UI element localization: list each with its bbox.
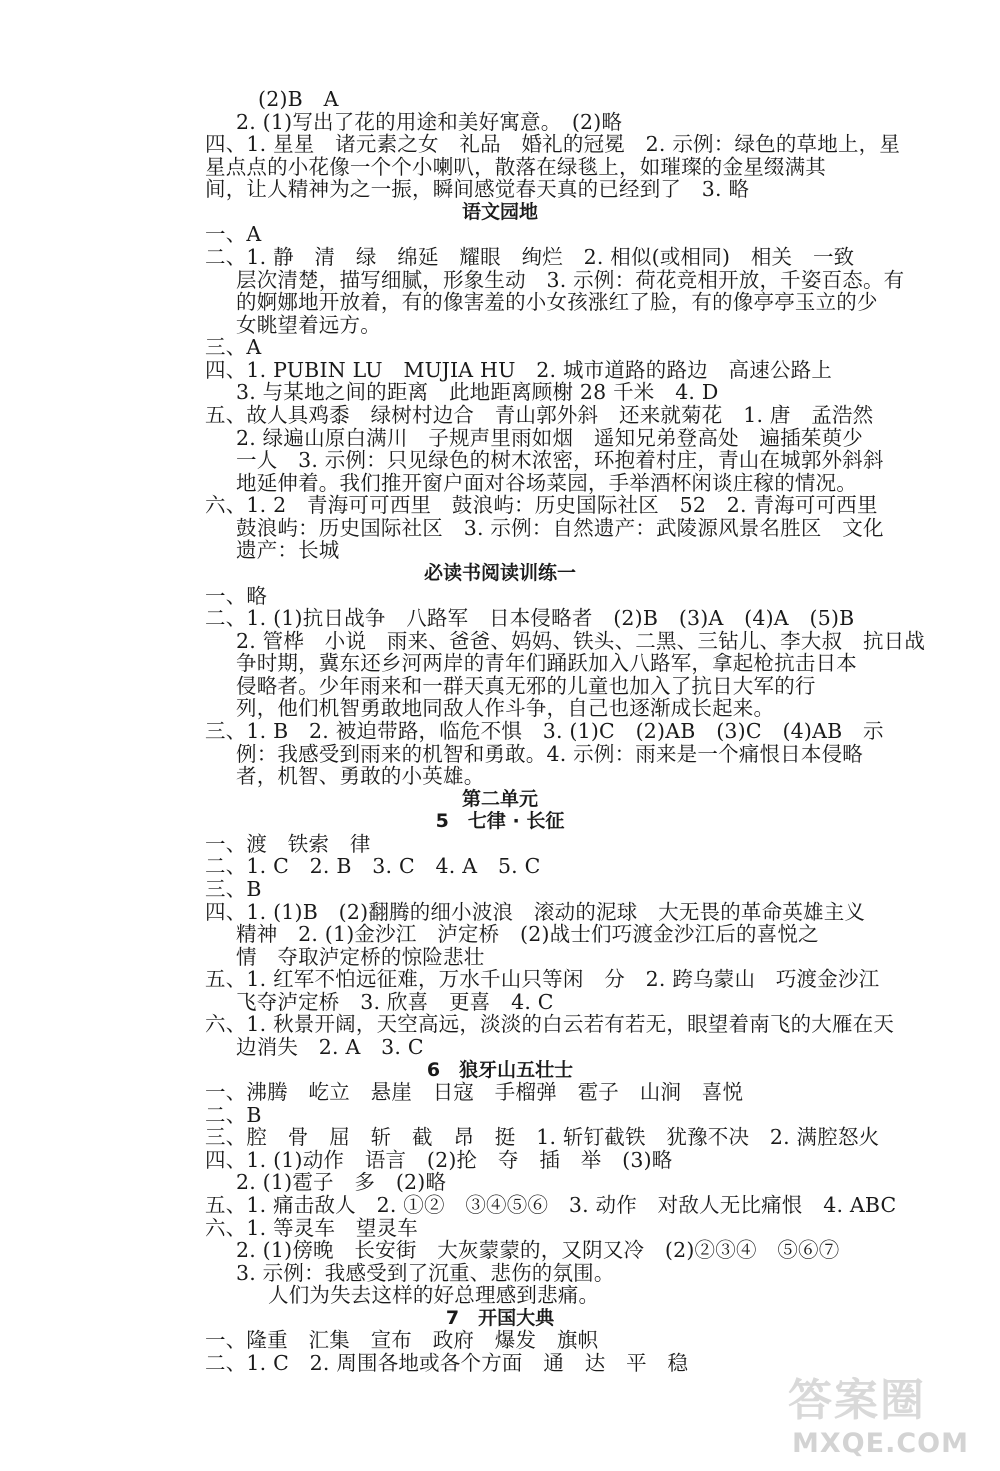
answer-line: 争时期，冀东还乡河两岸的青年们踊跃加入八路军，拿起枪抗击日本 (236, 651, 857, 675)
answer-line: 女眺望着远方。 (236, 313, 381, 337)
answer-line: 六、1. 2 青海可可西里 鼓浪屿：历史国际社区 52 2. 青海可可西里 (205, 493, 878, 517)
answer-line: 边消失 2. A 3. C (236, 1035, 424, 1059)
answer-line: 四、1. PUBIN LU MUJIA HU 2. 城市道路的路边 高速公路上 (205, 358, 833, 382)
answer-line: 二、1. (1)抗日战争 八路军 日本侵略者 (2)B (3)A (4)A (5)B (205, 606, 855, 630)
answer-line: 四、1. (1)动作 语言 (2)抡 夺 插 举 (3)略 (205, 1148, 673, 1172)
answer-line: 精神 2. (1)金沙江 泸定桥 (2)战士们巧渡金沙江后的喜悦之 (236, 922, 819, 946)
section-heading: 必读书阅读训练一 (423, 562, 576, 584)
answer-line: 间，让人精神为之一振，瞬间感觉春天真的已经到了 3. 略 (205, 177, 750, 201)
answer-line: 侵略者。少年雨来和一群天真无邪的儿童也加入了抗日大军的行 (236, 674, 816, 698)
watermark-logo: 答案圈 (788, 1375, 926, 1426)
answer-line: 2. 绿遍山原白满川 子规声里雨如烟 遥知兄弟登高处 遍插茱萸少 (236, 426, 863, 450)
answer-line: 遗产：长城 (236, 538, 340, 562)
watermark-url: MXQE.COM (792, 1428, 969, 1459)
answer-line: 一、渡 铁索 律 (205, 832, 371, 856)
answer-line: 五、1. 痛击敌人 2. ①② ③④⑤⑥ 3. 动作 对敌人无比痛恨 4. ABC (205, 1193, 897, 1217)
answer-line: 层次清楚，描写细腻，形象生动 3. 示例：荷花竞相开放，千姿百态。有 (236, 268, 905, 292)
answer-line: 的婀娜地开放着，有的像害羞的小女孩涨红了脸，有的像亭亭玉立的少 (236, 290, 878, 314)
answer-line: 鼓浪屿：历史国际社区 3. 示例：自然遗产：武陵源风景名胜区 文化 (236, 516, 884, 540)
answer-line: 五、1. 红军不怕远征难，万水千山只等闲 分 2. 跨乌蒙山 巧渡金沙江 (205, 967, 880, 991)
answer-line: 六、1. 秋景开阔，天空高远，淡淡的白云若有若无，眼望着南飞的大雁在天 (205, 1012, 895, 1036)
answer-line: 2. 管桦 小说 雨来、爸爸、妈妈、铁头、二黑、三钻儿、李大叔 抗日战 (236, 629, 926, 653)
answer-line: 三、1. B 2. 被迫带路，临危不惧 3. (1)C (2)AB (3)C (4)AB 示 (205, 719, 884, 743)
answer-line: 二、1. 静 清 绿 绵延 耀眼 绚烂 2. 相似(或相同) 相关 一致 (205, 245, 855, 269)
section-heading: 7 开国大典 (445, 1307, 555, 1329)
answer-line: 例：我感受到雨来的机智和勇敢。4. 示例：雨来是一个痛恨日本侵略 (236, 742, 863, 766)
answer-line: 3. 与某地之间的距离 此地距离顾榭 28 千米 4. D (236, 380, 719, 404)
watermark (776, 1375, 986, 1463)
answer-line: 2. (1)傍晚 长安街 大灰蒙蒙的，又阴又冷 (2)②③④ ⑤⑥⑦ (236, 1238, 840, 1262)
answer-line: 星点点的小花像一个个小喇叭，散落在绿毯上，如璀璨的金星缀满其 (205, 155, 826, 179)
answer-line: 五、故人具鸡黍 绿树村边合 青山郭外斜 还来就菊花 1. 唐 孟浩然 (205, 403, 874, 427)
answer-line: 2. (1)雹子 多 (2)略 (236, 1170, 447, 1194)
answer-line: 三、B (205, 877, 262, 901)
answer-line: 二、B (205, 1103, 262, 1127)
answer-line: 一、A (205, 222, 262, 246)
answer-line: 者，机智、勇敢的小英雄。 (236, 764, 485, 788)
unit-heading: 第二单元 (461, 788, 538, 810)
answer-line: 四、1. 星星 诸元素之女 礼品 婚礼的冠冕 2. 示例：绿色的草地上，星 (205, 132, 901, 156)
answer-line: 六、1. 等灵车 望灵车 (205, 1216, 418, 1240)
answer-line: 3. 示例：我感受到了沉重、悲伤的氛围。 (236, 1261, 615, 1285)
answer-line: 四、1. (1)B (2)翻腾的细小波浪 滚动的泥球 大无畏的革命英雄主义 (205, 900, 866, 924)
answer-line: 人们为失去这样的好总理感到悲痛。 (268, 1283, 600, 1307)
answer-line: 情 夺取泸定桥的惊险悲壮 (236, 945, 485, 969)
answer-line: (2)B A (258, 87, 339, 111)
answer-line: 一、略 (205, 584, 268, 608)
answer-line: 列，他们机智勇敢地同敌人作斗争，自己也逐渐成长起来。 (236, 696, 775, 720)
answer-line: 飞夺泸定桥 3. 欣喜 更喜 4. C (236, 990, 554, 1014)
answer-line: 三、腔 骨 屈 斩 截 昂 挺 1. 斩钉截铁 犹豫不决 2. 满腔怒火 (205, 1125, 880, 1149)
answer-line: 二、1. C 2. B 3. C 4. A 5. C (205, 854, 541, 878)
section-heading: 6 狼牙山五壮士 (426, 1059, 574, 1081)
section-heading: 5 七律 · 长征 (435, 810, 565, 832)
answer-line: 一人 3. 示例：只见绿色的树木浓密，环抱着村庄，青山在城郭外斜斜 (236, 448, 884, 472)
answer-line: 二、1. C 2. 周围各地或各个方面 通 达 平 稳 (205, 1351, 689, 1375)
answer-line: 一、沸腾 屹立 悬崖 日寇 手榴弹 雹子 山涧 喜悦 (205, 1080, 744, 1104)
answer-line: 一、隆重 汇集 宣布 政府 爆发 旗帜 (205, 1328, 599, 1352)
answer-line: 三、A (205, 335, 262, 359)
answer-line: 2. (1)写出了花的用途和美好寓意。 (2)略 (236, 110, 623, 134)
answer-line: 地延伸着。我们推开窗户面对谷场菜园，手举酒杯闲谈庄稼的情况。 (236, 471, 857, 495)
section-heading: 语文园地 (461, 201, 538, 223)
